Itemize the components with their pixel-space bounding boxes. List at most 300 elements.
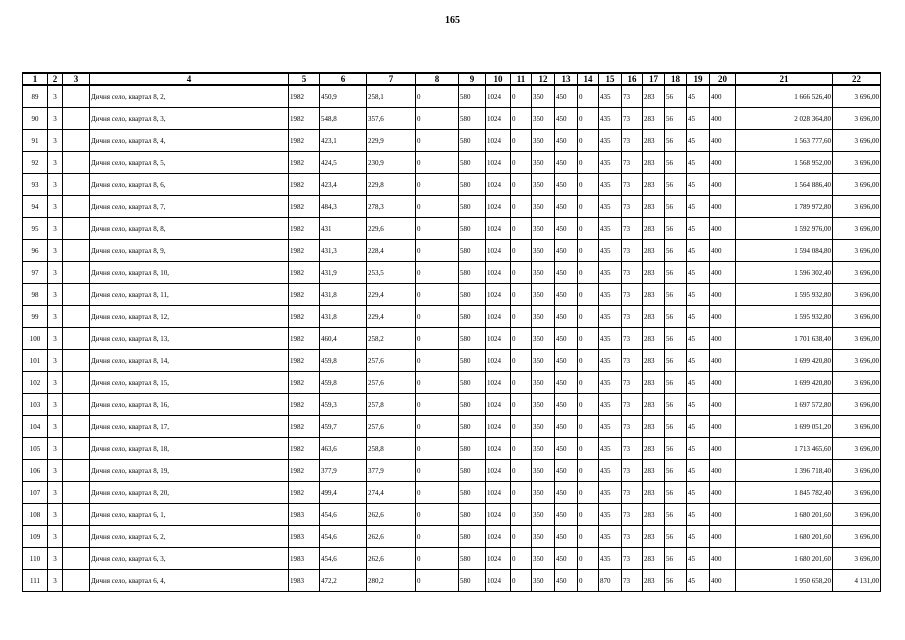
- table-cell: 1982: [289, 350, 320, 372]
- table-cell: 229,9: [367, 130, 416, 152]
- table-cell: 460,4: [320, 328, 367, 350]
- table-row: [23, 306, 881, 328]
- table-cell: 450: [555, 416, 578, 438]
- table-cell: 3 696,00: [833, 85, 881, 108]
- table-cell: 350: [532, 85, 555, 108]
- table-cell: 45: [687, 350, 710, 372]
- table-cell: 580: [459, 548, 486, 570]
- table-cell: 1982: [289, 262, 320, 284]
- table-cell: 0: [416, 504, 459, 526]
- table-cell: 45: [687, 196, 710, 218]
- table-cell: 400: [710, 548, 736, 570]
- table-cell: 3: [48, 438, 63, 460]
- table-cell: 431,8: [320, 284, 367, 306]
- table-cell: 580: [459, 108, 486, 130]
- table-cell: 283: [643, 85, 665, 108]
- table-cell: 110: [23, 548, 48, 570]
- table-cell: 580: [459, 262, 486, 284]
- table-cell: 45: [687, 262, 710, 284]
- table-row: [23, 108, 881, 130]
- table-cell: 3: [48, 394, 63, 416]
- table-cell: 45: [687, 328, 710, 350]
- table-cell: 283: [643, 196, 665, 218]
- table-cell: 400: [710, 196, 736, 218]
- table-cell: 435: [599, 196, 622, 218]
- table-cell: 0: [511, 262, 532, 284]
- table-cell: 0: [511, 504, 532, 526]
- table-cell: 93: [23, 174, 48, 196]
- table-cell: 56: [665, 240, 687, 262]
- table-cell: 435: [599, 328, 622, 350]
- table-cell: 0: [416, 570, 459, 592]
- table-cell: 3 696,00: [833, 372, 881, 394]
- table-cell: Дичня село, квартал 8, 11,: [90, 284, 289, 306]
- table-cell: 73: [622, 240, 643, 262]
- table-cell: 1024: [486, 504, 511, 526]
- table-cell: 73: [622, 262, 643, 284]
- table-cell: 1983: [289, 526, 320, 548]
- table-cell: 580: [459, 130, 486, 152]
- table-cell: 283: [643, 350, 665, 372]
- table-cell: 0: [416, 394, 459, 416]
- table-cell: 1024: [486, 570, 511, 592]
- table-cell: 350: [532, 548, 555, 570]
- table-cell: 1 596 302,40: [736, 262, 833, 284]
- table-cell: 400: [710, 152, 736, 174]
- table-cell: 580: [459, 526, 486, 548]
- table-cell: 400: [710, 460, 736, 482]
- table-cell: 56: [665, 218, 687, 240]
- table-cell: 0: [578, 372, 599, 394]
- table-cell: 3: [48, 284, 63, 306]
- table-cell: 1983: [289, 548, 320, 570]
- table-cell: 1 680 201,60: [736, 526, 833, 548]
- table-cell: 0: [578, 504, 599, 526]
- table-cell: 1024: [486, 372, 511, 394]
- table-cell: 0: [511, 130, 532, 152]
- table-cell: 3 696,00: [833, 438, 881, 460]
- table-cell: 73: [622, 108, 643, 130]
- table-cell: 400: [710, 262, 736, 284]
- header-row: [23, 73, 881, 85]
- table-cell: 1024: [486, 284, 511, 306]
- table-cell: 73: [622, 438, 643, 460]
- table-cell: 0: [511, 438, 532, 460]
- table-cell: 3: [48, 306, 63, 328]
- table-cell: 0: [511, 284, 532, 306]
- table-cell: 1 680 201,60: [736, 548, 833, 570]
- table-cell: 463,6: [320, 438, 367, 460]
- table-row: [23, 504, 881, 526]
- table-cell: 73: [622, 416, 643, 438]
- table-cell: 400: [710, 394, 736, 416]
- table-cell: 3 696,00: [833, 482, 881, 504]
- table-cell: 105: [23, 438, 48, 460]
- table-cell: 870: [599, 570, 622, 592]
- table-cell: 1024: [486, 218, 511, 240]
- table-cell: 350: [532, 504, 555, 526]
- table-cell: 253,5: [367, 262, 416, 284]
- table-cell: 56: [665, 526, 687, 548]
- table-cell: 1982: [289, 306, 320, 328]
- table-cell: 1982: [289, 85, 320, 108]
- table-cell: 45: [687, 218, 710, 240]
- table-cell: 580: [459, 152, 486, 174]
- table-cell: 3: [48, 262, 63, 284]
- table-cell: 1982: [289, 284, 320, 306]
- table-cell: 580: [459, 306, 486, 328]
- table-cell: 1982: [289, 460, 320, 482]
- table-cell: [63, 548, 90, 570]
- table-cell: 350: [532, 174, 555, 196]
- table-cell: 400: [710, 438, 736, 460]
- table-cell: 283: [643, 372, 665, 394]
- table-cell: 459,8: [320, 350, 367, 372]
- table-cell: [63, 218, 90, 240]
- table-cell: 0: [416, 130, 459, 152]
- table-cell: 45: [687, 372, 710, 394]
- table-cell: 229,4: [367, 306, 416, 328]
- table-cell: Дичня село, квартал 8, 13,: [90, 328, 289, 350]
- table-cell: 1982: [289, 482, 320, 504]
- table-cell: 580: [459, 328, 486, 350]
- table-cell: 56: [665, 570, 687, 592]
- column-header: 14: [578, 73, 599, 85]
- table-row: [23, 130, 881, 152]
- table-cell: 400: [710, 240, 736, 262]
- column-header: 22: [833, 73, 881, 85]
- table-cell: 283: [643, 438, 665, 460]
- column-header: 5: [289, 73, 320, 85]
- table-cell: 3: [48, 372, 63, 394]
- table-cell: 73: [622, 482, 643, 504]
- table-cell: 103: [23, 394, 48, 416]
- table-cell: 1024: [486, 460, 511, 482]
- table-cell: 0: [416, 372, 459, 394]
- table-cell: 0: [511, 108, 532, 130]
- column-header: 8: [416, 73, 459, 85]
- table-cell: 45: [687, 438, 710, 460]
- table-cell: 435: [599, 284, 622, 306]
- table-cell: 580: [459, 218, 486, 240]
- table-cell: 73: [622, 504, 643, 526]
- column-header: 13: [555, 73, 578, 85]
- table-cell: 350: [532, 438, 555, 460]
- table-cell: 283: [643, 482, 665, 504]
- table-cell: 1024: [486, 416, 511, 438]
- column-header: 17: [643, 73, 665, 85]
- table-cell: 0: [416, 152, 459, 174]
- table-cell: 450: [555, 152, 578, 174]
- table-cell: 0: [511, 328, 532, 350]
- table-cell: 350: [532, 240, 555, 262]
- table-cell: 257,6: [367, 416, 416, 438]
- table-cell: 92: [23, 152, 48, 174]
- table-cell: [63, 328, 90, 350]
- table-cell: 450: [555, 196, 578, 218]
- table-cell: 3 696,00: [833, 460, 881, 482]
- table-cell: 350: [532, 284, 555, 306]
- table-cell: 1982: [289, 240, 320, 262]
- table-cell: 1982: [289, 328, 320, 350]
- table-cell: 1982: [289, 218, 320, 240]
- table-cell: 56: [665, 85, 687, 108]
- table-cell: 0: [578, 108, 599, 130]
- table-cell: 1 595 932,80: [736, 306, 833, 328]
- table-row: [23, 438, 881, 460]
- table-cell: 262,6: [367, 504, 416, 526]
- table-cell: 580: [459, 570, 486, 592]
- column-header: 7: [367, 73, 416, 85]
- table-cell: 435: [599, 482, 622, 504]
- table-cell: 0: [416, 108, 459, 130]
- table-cell: Дичня село, квартал 8, 9,: [90, 240, 289, 262]
- table-cell: 3: [48, 416, 63, 438]
- table-cell: 2 028 364,80: [736, 108, 833, 130]
- table-cell: 45: [687, 284, 710, 306]
- table-row: [23, 262, 881, 284]
- table-cell: 350: [532, 108, 555, 130]
- table-cell: Дичня село, квартал 8, 10,: [90, 262, 289, 284]
- table-cell: 450: [555, 526, 578, 548]
- table-cell: 450: [555, 284, 578, 306]
- table-cell: 1982: [289, 174, 320, 196]
- table-cell: Дичня село, квартал 8, 6,: [90, 174, 289, 196]
- page-number: 165: [445, 15, 460, 26]
- table-cell: 1024: [486, 174, 511, 196]
- table-cell: 3: [48, 548, 63, 570]
- table-cell: 0: [416, 262, 459, 284]
- table-cell: 0: [416, 328, 459, 350]
- table-cell: 1024: [486, 196, 511, 218]
- table-cell: 111: [23, 570, 48, 592]
- table-row: [23, 196, 881, 218]
- table-cell: 4 131,00: [833, 570, 881, 592]
- table-cell: [63, 240, 90, 262]
- column-header: 18: [665, 73, 687, 85]
- table-cell: 56: [665, 174, 687, 196]
- table-cell: 1982: [289, 416, 320, 438]
- table-cell: 0: [578, 218, 599, 240]
- table-cell: 450: [555, 108, 578, 130]
- table-cell: 1024: [486, 152, 511, 174]
- table-cell: 1 396 718,40: [736, 460, 833, 482]
- table-cell: [63, 152, 90, 174]
- table-cell: 350: [532, 306, 555, 328]
- table-cell: 435: [599, 350, 622, 372]
- table-cell: 1 713 465,60: [736, 438, 833, 460]
- table-row: [23, 284, 881, 306]
- table-cell: 450,9: [320, 85, 367, 108]
- table-cell: 3: [48, 504, 63, 526]
- table-cell: 56: [665, 152, 687, 174]
- table-cell: 499,4: [320, 482, 367, 504]
- table-cell: 45: [687, 394, 710, 416]
- table-cell: 3 696,00: [833, 504, 881, 526]
- table-cell: 400: [710, 174, 736, 196]
- table-cell: 56: [665, 372, 687, 394]
- table-cell: 106: [23, 460, 48, 482]
- table-cell: 1 701 638,40: [736, 328, 833, 350]
- table-cell: 3: [48, 240, 63, 262]
- table-cell: Дичня село, квартал 8, 2,: [90, 85, 289, 108]
- table-cell: 400: [710, 526, 736, 548]
- table-cell: 454,6: [320, 548, 367, 570]
- table-cell: 580: [459, 460, 486, 482]
- table-cell: 3 696,00: [833, 526, 881, 548]
- table-cell: 400: [710, 482, 736, 504]
- table-cell: 580: [459, 350, 486, 372]
- table-cell: 3: [48, 526, 63, 548]
- table-cell: 0: [578, 174, 599, 196]
- table-cell: 450: [555, 130, 578, 152]
- table-row: [23, 460, 881, 482]
- table-cell: 350: [532, 570, 555, 592]
- table-cell: 423,4: [320, 174, 367, 196]
- table-cell: 450: [555, 504, 578, 526]
- table-cell: 0: [578, 284, 599, 306]
- table-cell: 400: [710, 130, 736, 152]
- table-cell: 0: [511, 152, 532, 174]
- table-cell: 0: [578, 482, 599, 504]
- table-cell: 450: [555, 306, 578, 328]
- table-cell: 435: [599, 108, 622, 130]
- table-cell: 45: [687, 152, 710, 174]
- column-header: 19: [687, 73, 710, 85]
- table-cell: 435: [599, 306, 622, 328]
- table-cell: 229,8: [367, 174, 416, 196]
- table-cell: 0: [578, 196, 599, 218]
- table-cell: [63, 570, 90, 592]
- table-cell: 580: [459, 196, 486, 218]
- column-header: 15: [599, 73, 622, 85]
- table-cell: 459,8: [320, 372, 367, 394]
- table-cell: 3: [48, 152, 63, 174]
- table-cell: [63, 196, 90, 218]
- table-cell: 108: [23, 504, 48, 526]
- column-header: 10: [486, 73, 511, 85]
- table-cell: Дичня село, квартал 8, 4,: [90, 130, 289, 152]
- table-cell: 96: [23, 240, 48, 262]
- table-cell: 45: [687, 416, 710, 438]
- table-cell: 435: [599, 262, 622, 284]
- table-cell: 400: [710, 372, 736, 394]
- table-cell: [63, 85, 90, 108]
- table-cell: 283: [643, 262, 665, 284]
- table-cell: 45: [687, 306, 710, 328]
- table-cell: Дичня село, квартал 8, 3,: [90, 108, 289, 130]
- table-cell: 0: [578, 130, 599, 152]
- table-cell: Дичня село, квартал 6, 2,: [90, 526, 289, 548]
- table-cell: 1024: [486, 394, 511, 416]
- table-cell: 435: [599, 218, 622, 240]
- table-cell: 91: [23, 130, 48, 152]
- table-cell: 1982: [289, 152, 320, 174]
- table-cell: 484,3: [320, 196, 367, 218]
- table-cell: Дичня село, квартал 8, 14,: [90, 350, 289, 372]
- table-cell: [63, 438, 90, 460]
- table-cell: Дичня село, квартал 8, 18,: [90, 438, 289, 460]
- table-cell: 229,6: [367, 218, 416, 240]
- table-cell: 73: [622, 152, 643, 174]
- table-cell: 1 563 777,60: [736, 130, 833, 152]
- table-cell: Дичня село, квартал 8, 20,: [90, 482, 289, 504]
- table-cell: Дичня село, квартал 8, 16,: [90, 394, 289, 416]
- table-cell: Дичня село, квартал 8, 12,: [90, 306, 289, 328]
- table-row: [23, 328, 881, 350]
- table-cell: 435: [599, 240, 622, 262]
- table-cell: 1 699 051,20: [736, 416, 833, 438]
- table-cell: 262,6: [367, 526, 416, 548]
- table-cell: 1024: [486, 240, 511, 262]
- table-cell: 283: [643, 504, 665, 526]
- data-table: [22, 72, 881, 592]
- table-cell: 400: [710, 306, 736, 328]
- table-cell: 580: [459, 416, 486, 438]
- table-cell: 278,3: [367, 196, 416, 218]
- table-cell: Дичня село, квартал 6, 1,: [90, 504, 289, 526]
- table-cell: 1982: [289, 108, 320, 130]
- table-cell: 56: [665, 306, 687, 328]
- table-cell: 73: [622, 284, 643, 306]
- table-row: [23, 548, 881, 570]
- table-cell: 450: [555, 240, 578, 262]
- table-cell: 377,9: [367, 460, 416, 482]
- table-cell: [63, 130, 90, 152]
- table-cell: 0: [578, 85, 599, 108]
- table-cell: 450: [555, 262, 578, 284]
- table-cell: 435: [599, 372, 622, 394]
- table-cell: 1982: [289, 372, 320, 394]
- table-cell: 262,6: [367, 548, 416, 570]
- table-cell: 3: [48, 85, 63, 108]
- table-cell: 56: [665, 284, 687, 306]
- table-cell: 580: [459, 482, 486, 504]
- table-cell: 56: [665, 130, 687, 152]
- table-cell: 1982: [289, 438, 320, 460]
- table-cell: Дичня село, квартал 8, 19,: [90, 460, 289, 482]
- table-row: [23, 394, 881, 416]
- table-cell: 580: [459, 372, 486, 394]
- table-body: [23, 85, 881, 592]
- table-cell: 3 696,00: [833, 284, 881, 306]
- table-cell: 0: [578, 460, 599, 482]
- table-cell: 0: [578, 240, 599, 262]
- table-cell: 548,8: [320, 108, 367, 130]
- table-cell: 3: [48, 482, 63, 504]
- table-cell: 3 696,00: [833, 328, 881, 350]
- table-cell: 459,7: [320, 416, 367, 438]
- table-cell: 450: [555, 328, 578, 350]
- table-cell: 400: [710, 416, 736, 438]
- table-cell: 283: [643, 130, 665, 152]
- table-cell: 0: [511, 460, 532, 482]
- table-cell: 435: [599, 548, 622, 570]
- table-cell: 0: [511, 240, 532, 262]
- table-cell: 73: [622, 130, 643, 152]
- table-cell: 580: [459, 438, 486, 460]
- table-cell: [63, 350, 90, 372]
- table-row: [23, 85, 881, 108]
- table-cell: 435: [599, 130, 622, 152]
- table-cell: 350: [532, 152, 555, 174]
- table-cell: 450: [555, 548, 578, 570]
- table-cell: 3: [48, 350, 63, 372]
- table-cell: Дичня село, квартал 8, 15,: [90, 372, 289, 394]
- table-cell: 45: [687, 108, 710, 130]
- table-cell: 257,6: [367, 350, 416, 372]
- table-row: [23, 416, 881, 438]
